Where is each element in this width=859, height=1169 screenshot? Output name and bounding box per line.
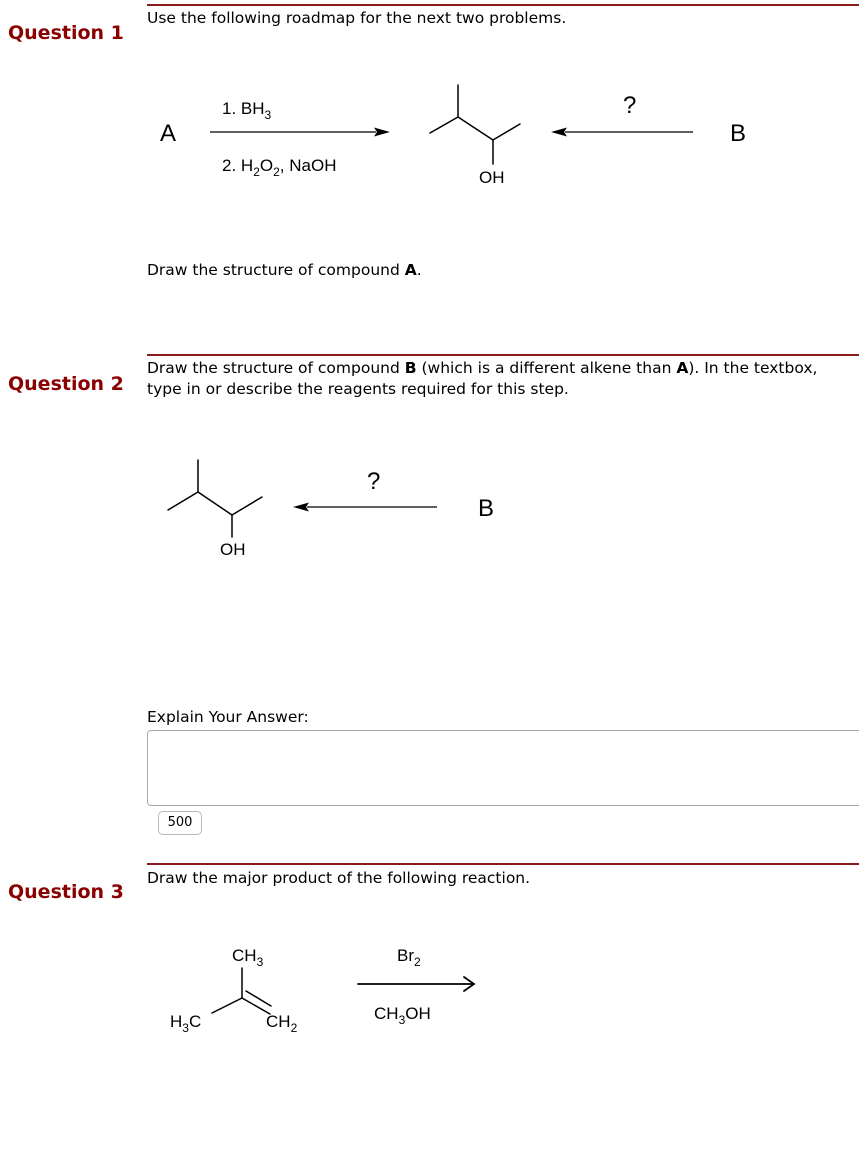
unknown-reagent-label: ?	[623, 92, 637, 119]
question-2-prompt	[147, 358, 829, 400]
reagent-text: , NaOH	[279, 156, 337, 175]
hydroxyl-group-label: OH	[479, 168, 505, 187]
question-1-instruction	[147, 260, 819, 281]
compound-a-label: A	[160, 120, 177, 147]
alkene-skeleton	[212, 968, 271, 1014]
reagent-text: 2. H	[222, 156, 254, 175]
methyl-group-left	[170, 1012, 201, 1035]
unknown-reagent-label: ?	[367, 468, 381, 495]
compound-a-emphasis: A	[676, 359, 689, 377]
instruction-text: Draw the structure of compound	[147, 261, 405, 279]
group-text: CH	[232, 946, 257, 965]
group-text: CH	[266, 1012, 291, 1031]
subscript: 2	[253, 165, 260, 179]
alcohol-product-skeleton	[168, 460, 262, 537]
hydroxyl-group-label: OH	[220, 540, 246, 559]
bromine-reagent-label	[397, 946, 421, 969]
explain-answer-textarea[interactable]	[147, 730, 859, 806]
compound-a-emphasis: A	[404, 261, 417, 279]
prompt-text: Draw the structure of compound	[147, 359, 405, 377]
solvent-text: CH	[374, 1004, 399, 1023]
reagent-text: Br	[397, 946, 414, 965]
alcohol-product-skeleton	[430, 85, 520, 164]
instruction-text: .	[416, 261, 422, 279]
question-3-prompt: Draw the major product of the following reaction.	[147, 869, 531, 887]
hydroboration-reagent-step2	[222, 156, 336, 179]
question-3-divider	[147, 863, 859, 865]
compound-b-label: B	[478, 495, 495, 522]
prompt-text: ). In the textbox, type in or describe the reagents required for this step.	[147, 359, 818, 398]
reagent-text: 1. BH	[222, 99, 265, 118]
question-2-reaction-scheme	[160, 455, 520, 565]
subscript: 2	[290, 1021, 298, 1035]
prompt-text: (which is a different alkene than	[416, 359, 677, 377]
compound-b-emphasis: B	[404, 359, 417, 377]
question-1-label: Question 1	[8, 22, 124, 44]
character-limit-counter: 500	[158, 811, 202, 835]
subscript: 3	[398, 1013, 406, 1027]
methylene-group-right	[266, 1012, 298, 1035]
methyl-group-top	[232, 946, 264, 969]
question-1-prompt: Use the following roadmap for the next two problems.	[147, 9, 567, 27]
forward-reaction-arrow	[358, 977, 474, 991]
question-3-reaction-scheme	[160, 935, 500, 1045]
hydroboration-reagent-step1	[222, 99, 272, 122]
subscript: 3	[256, 955, 264, 969]
group-text: C	[188, 1012, 202, 1031]
reverse-reaction-arrow	[293, 503, 437, 512]
group-text: H	[170, 1012, 183, 1031]
solvent-text: OH	[405, 1004, 431, 1023]
subscript: 2	[414, 955, 421, 969]
reagent-text: O	[259, 156, 274, 175]
compound-b-label: B	[730, 120, 747, 147]
methanol-solvent-label	[374, 1004, 431, 1027]
question-3-label: Question 3	[8, 881, 124, 903]
question-2-divider	[147, 354, 859, 356]
question-1-roadmap-scheme	[140, 80, 760, 190]
subscript: 3	[182, 1021, 189, 1035]
forward-reaction-arrow	[210, 128, 390, 137]
reverse-reaction-arrow	[551, 128, 693, 137]
question-1-divider	[147, 4, 859, 6]
explain-answer-label: Explain Your Answer:	[147, 708, 309, 726]
question-2-label: Question 2	[8, 373, 124, 395]
subscript: 2	[273, 165, 280, 179]
subscript: 3	[264, 108, 272, 122]
